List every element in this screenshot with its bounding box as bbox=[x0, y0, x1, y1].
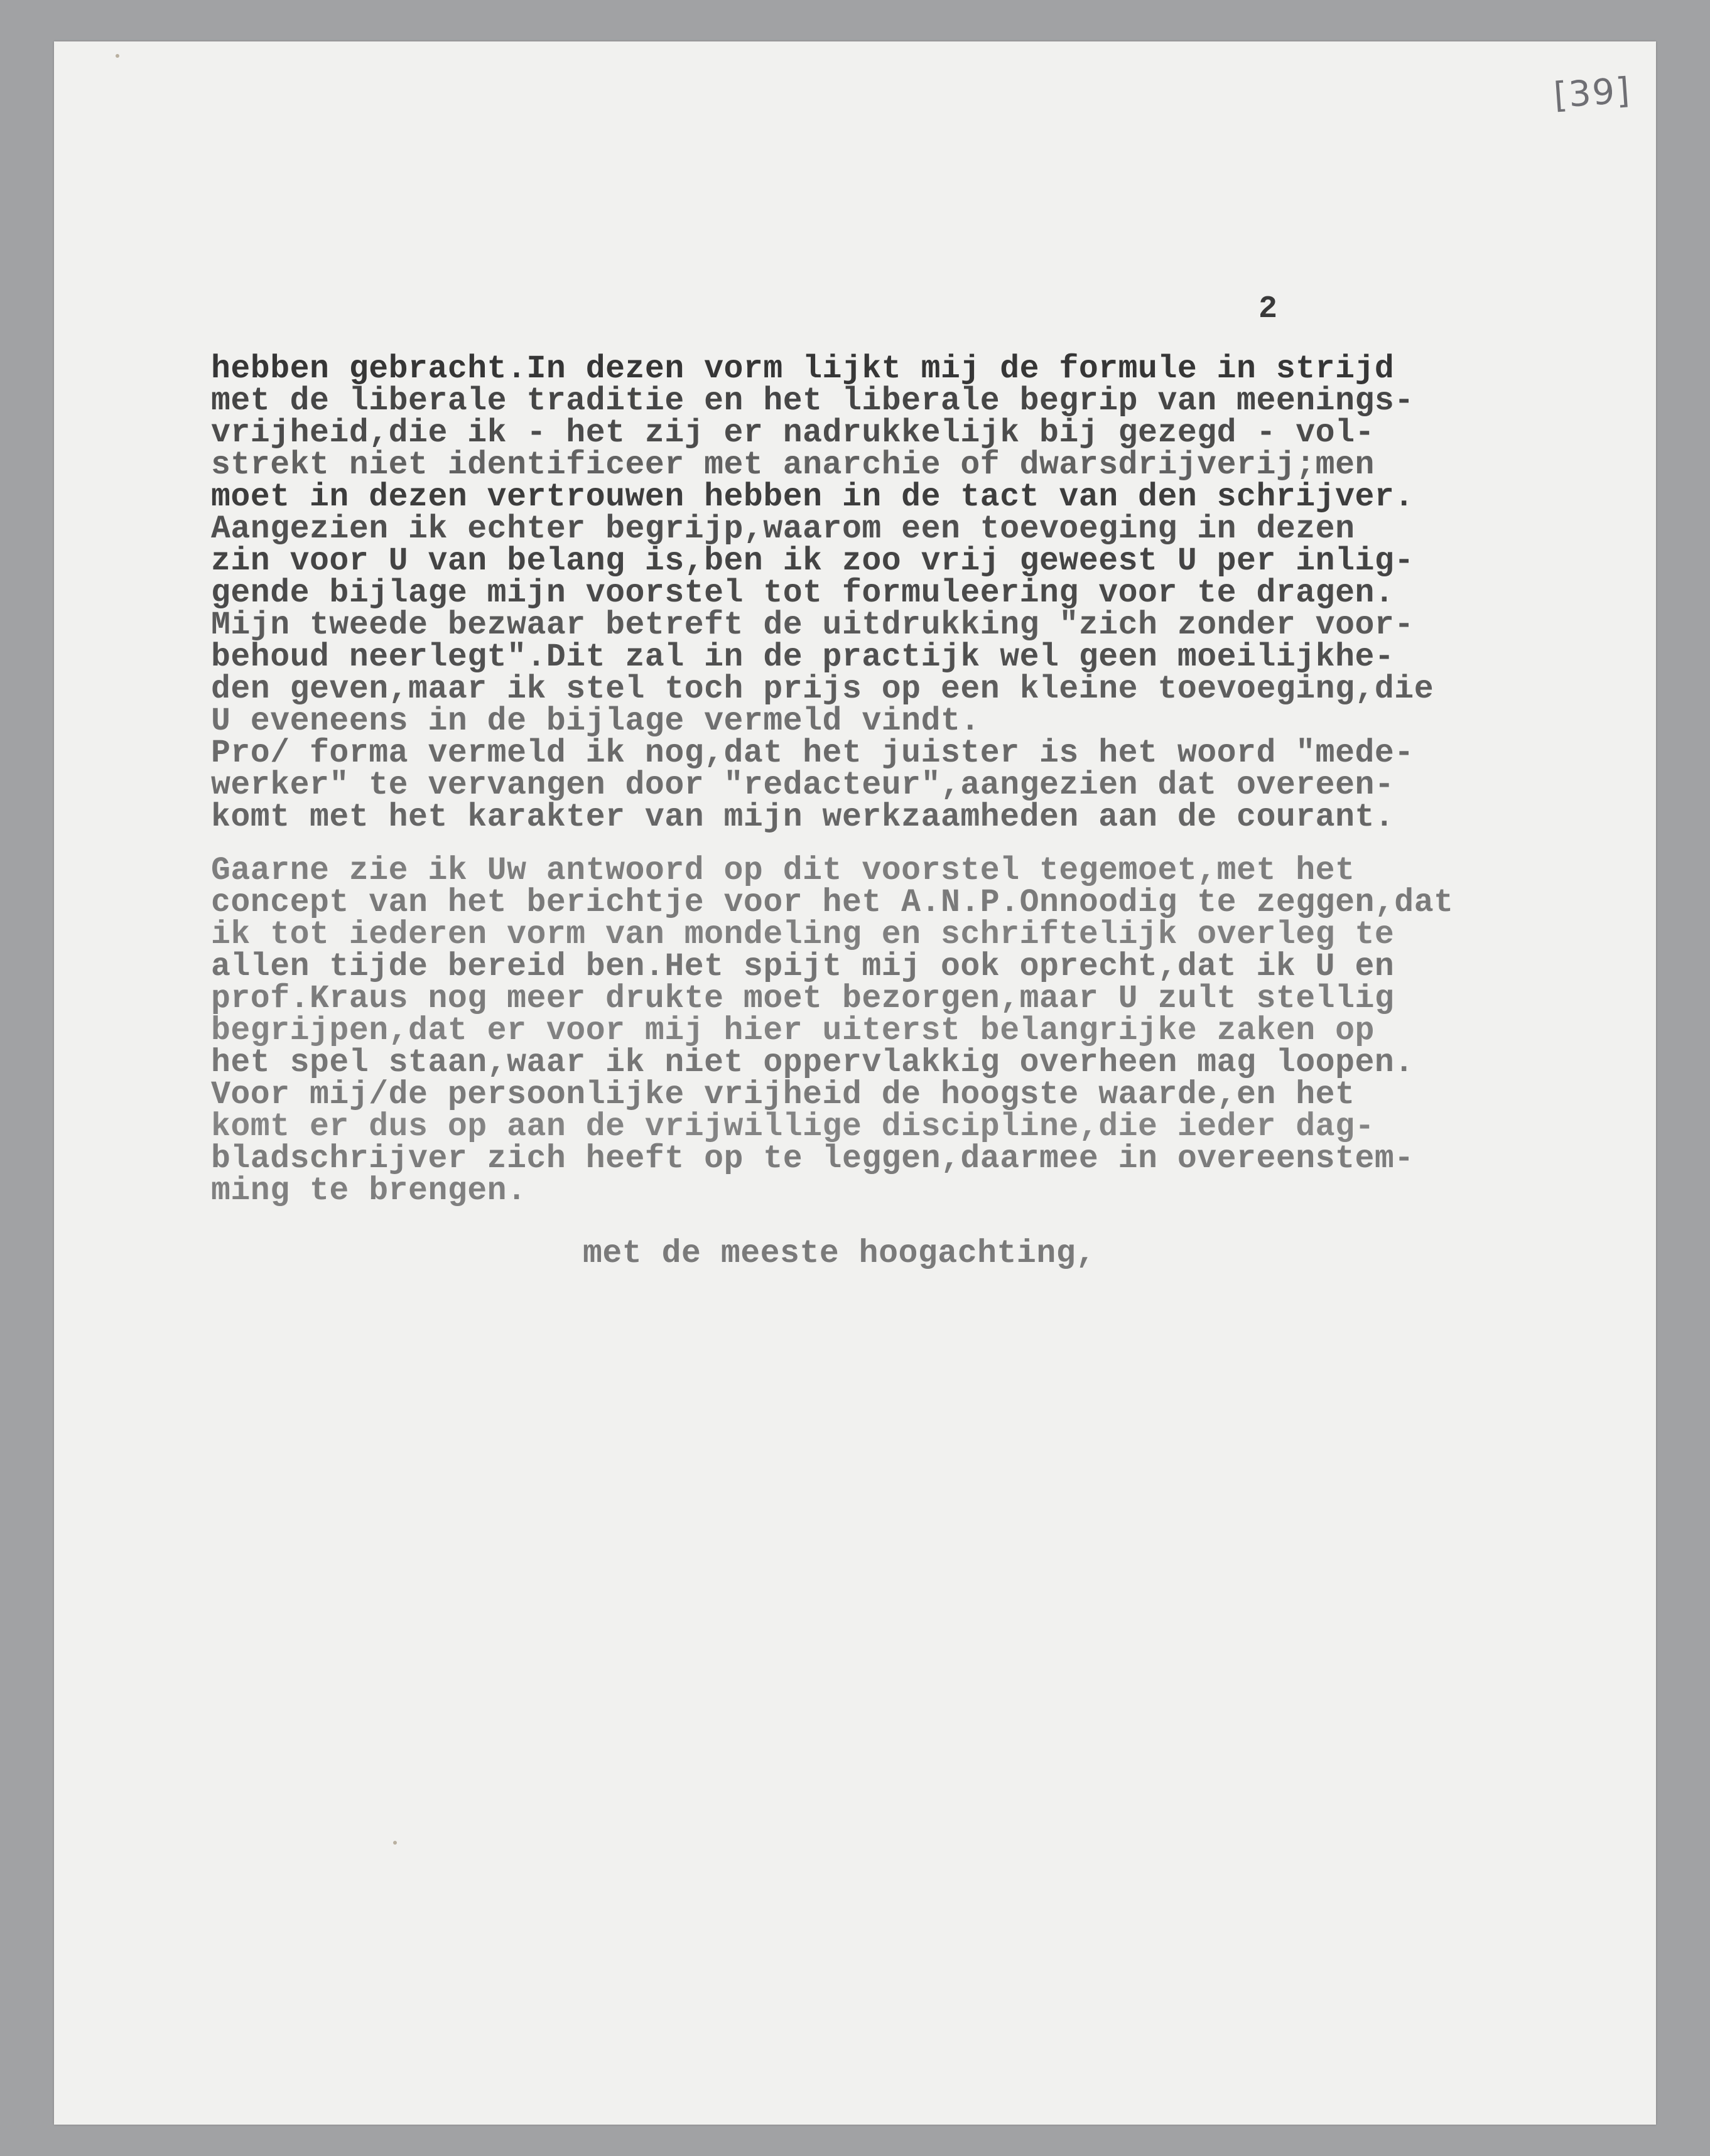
text-line: vrijheid,die ik - het zij er nadrukkelijk bij gezegd - vol- bbox=[211, 415, 1375, 451]
paper-speck bbox=[393, 1841, 397, 1845]
text-line: zin voor U van belang is,ben ik zoo vrij geweest U per inlig- bbox=[211, 543, 1414, 579]
text-line: Mijn tweede bezwaar betreft de uitdrukking "zich zonder voor- bbox=[211, 607, 1414, 644]
text-line: met de liberale traditie en het liberale begrip van meenings- bbox=[211, 383, 1414, 419]
text-line: gende bijlage mijn voorstel tot formuleering voor te dragen. bbox=[211, 575, 1395, 612]
page-number: 2 bbox=[1258, 291, 1278, 327]
text-line: strekt niet identificeer met anarchie of dwarsdrijverij;men bbox=[211, 447, 1375, 483]
text-line: het spel staan,waar ik niet oppervlakkig overheen mag loopen. bbox=[211, 1045, 1414, 1081]
text-line: ik tot iederen vorm van mondeling en schriftelijk overleg te bbox=[211, 917, 1395, 953]
text-line: moet in dezen vertrouwen hebben in de tact van den schrijver. bbox=[211, 479, 1414, 515]
text-line: komt er dus op aan de vrijwillige discipline,die ieder dag- bbox=[211, 1109, 1375, 1145]
text-line: bladschrijver zich heeft op te leggen,daarmee in overeenstem- bbox=[211, 1141, 1414, 1177]
text-line: ming te brengen. bbox=[211, 1173, 527, 1209]
text-line: prof.Kraus nog meer drukte moet bezorgen,maar U zult stellig bbox=[211, 981, 1395, 1017]
archive-page-mark: [39] bbox=[1552, 70, 1633, 117]
text-line: den geven,maar ik stel toch prijs op een kleine toevoeging,die bbox=[211, 671, 1434, 708]
text-line: behoud neerlegt".Dit zal in de practijk wel geen moeilijkhe- bbox=[211, 639, 1395, 676]
text-line: Pro/ forma vermeld ik nog,dat het juister is het woord "mede- bbox=[211, 735, 1414, 772]
document-page bbox=[54, 41, 1656, 2125]
text-line: Gaarne zie ik Uw antwoord op dit voorstel tegemoet,met het bbox=[211, 853, 1355, 889]
paper-speck bbox=[116, 54, 119, 58]
text-line: begrijpen,dat er voor mij hier uiterst belangrijke zaken op bbox=[211, 1013, 1375, 1049]
text-line: werker" te vervangen door "redacteur",aangezien dat overeen- bbox=[211, 767, 1395, 804]
text-line: komt met het karakter van mijn werkzaamheden aan de courant. bbox=[211, 799, 1395, 836]
closing-salutation: met de meeste hoogachting, bbox=[583, 1236, 1096, 1272]
text-line: allen tijde bereid ben.Het spijt mij ook oprecht,dat ik U en bbox=[211, 949, 1395, 985]
text-line: hebben gebracht.In dezen vorm lijkt mij de formule in strijd bbox=[211, 351, 1395, 387]
text-line: Voor mij/de persoonlijke vrijheid de hoogste waarde,en het bbox=[211, 1077, 1355, 1113]
text-line: Aangezien ik echter begrijp,waarom een toevoeging in dezen bbox=[211, 511, 1355, 547]
text-line: U eveneens in de bijlage vermeld vindt. bbox=[211, 703, 980, 740]
text-line: concept van het berichtje voor het A.N.P.Onnoodig te zeggen,dat bbox=[211, 885, 1454, 921]
